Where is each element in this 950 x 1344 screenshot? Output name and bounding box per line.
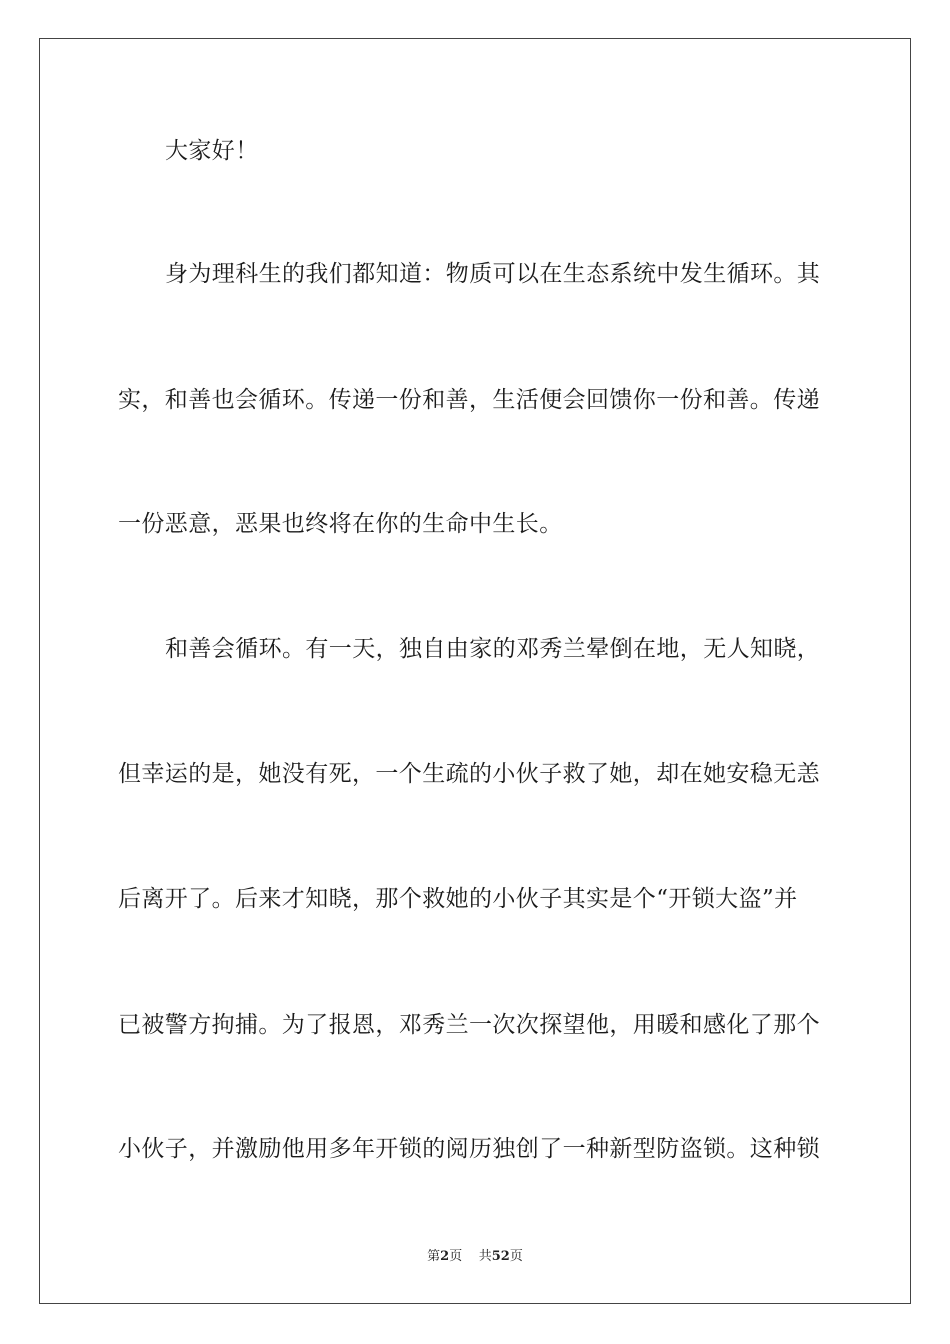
page-suffix: 页 bbox=[449, 1249, 463, 1264]
paragraph-2-line-2: 但幸运的是，她没有死，一个生疏的小伙子救了她，却在她安稳无恙 bbox=[118, 761, 820, 787]
paragraph-1-line-3: 一份恶意，恶果也终将在你的生命中生长。 bbox=[118, 511, 563, 537]
total-suffix: 页 bbox=[509, 1249, 523, 1264]
total-prefix: 共 bbox=[478, 1249, 492, 1264]
page-prefix: 第 bbox=[427, 1249, 441, 1264]
page-footer bbox=[0, 1248, 950, 1266]
paragraph-2-line-3: 后离开了。后来才知晓，那个救她的小伙子其实是个“开锁大盗”并 bbox=[118, 886, 798, 912]
paragraph-2-line-5: 小伙子，并激励他用多年开锁的阅历独创了一种新型防盗锁。这种锁 bbox=[118, 1136, 820, 1162]
page-number: 2 bbox=[440, 1249, 450, 1264]
paragraph-1-line-2: 实，和善也会循环。传递一份和善，生活便会回馈你一份和善。传递 bbox=[118, 387, 820, 413]
paragraph-2-line-4: 已被警方拘捕。为了报恩，邓秀兰一次次探望他，用暖和感化了那个 bbox=[118, 1012, 820, 1038]
greeting-line: 大家好！ bbox=[165, 138, 259, 164]
paragraph-2-line-1: 和善会循环。有一天，独自由家的邓秀兰晕倒在地，无人知晓， bbox=[165, 636, 821, 662]
page-border bbox=[39, 38, 911, 1304]
paragraph-1-line-1: 身为理科生的我们都知道：物质可以在生态系统中发生循环。其 bbox=[165, 261, 821, 287]
total-pages: 52 bbox=[491, 1249, 510, 1264]
